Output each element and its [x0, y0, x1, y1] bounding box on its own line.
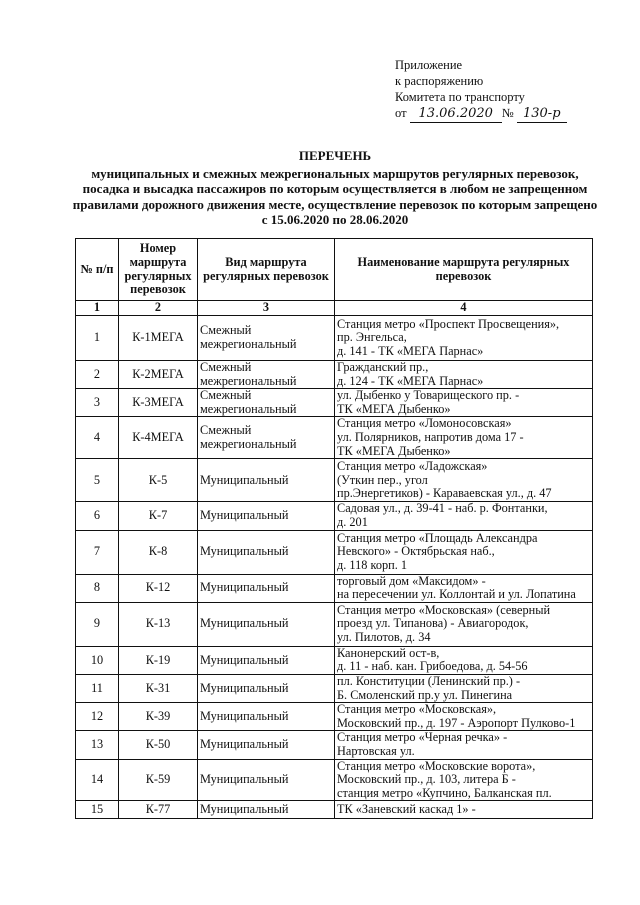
route-name-line: Гражданский пр., — [337, 360, 429, 374]
route-name — [335, 361, 593, 389]
route-name-line: д. 11 - наб. кан. Грибоедова, д. 54-56 — [337, 659, 528, 674]
table-row — [76, 389, 593, 417]
route-name — [335, 801, 593, 819]
route-name-line: на пересечении ул. Коллонтай и ул. Лопатина — [337, 587, 576, 602]
route-type: Муниципальный — [198, 801, 335, 819]
route-name-line: д. 118 корп. 1 — [337, 557, 407, 572]
table-row — [76, 459, 593, 502]
table-row — [76, 674, 593, 702]
route-number: К-39 — [119, 703, 198, 731]
row-index: 5 — [76, 459, 119, 502]
route-name-line: Станция метро «Ломоносовская» — [337, 416, 512, 431]
route-number: К-19 — [119, 646, 198, 674]
route-number: К-7 — [119, 502, 198, 530]
header-number: № п/п — [76, 239, 119, 301]
handwritten-number: 130-р — [522, 106, 561, 121]
route-name-line: Б. Смоленский пр.у ул. Пинегина — [337, 687, 513, 702]
handwritten-date: 13.06.2020 — [418, 106, 493, 121]
route-name-line: Московский пр., д. 197 - Аэропорт Пулково-1 — [337, 715, 576, 730]
row-index: 1 — [76, 316, 119, 361]
route-name — [335, 459, 593, 502]
table-row — [76, 502, 593, 530]
table-row — [76, 731, 593, 759]
route-name-line: д. 124 - ТК «МЕГА Парнас» — [337, 373, 484, 388]
appendix-from-label: от — [395, 106, 407, 120]
appendix-line-1: Приложение — [395, 58, 463, 72]
route-type: Муниципальный — [198, 502, 335, 530]
route-name — [335, 759, 593, 801]
header-route-type: Вид маршрута регулярных перевозок — [198, 239, 335, 301]
route-name-line: ул. Пилотов, д. 34 — [337, 630, 431, 645]
route-type: Смежный межрегиональный — [198, 389, 335, 417]
route-name — [335, 389, 593, 417]
column-number: 4 — [335, 301, 593, 316]
route-type: Смежный межрегиональный — [198, 417, 335, 459]
route-number: К-2МЕГА — [119, 361, 198, 389]
table-row — [76, 530, 593, 574]
route-name-line: пл. Конституции (Ленинский пр.) - — [337, 674, 521, 688]
route-name-line: Канонерский ост-в, — [337, 646, 440, 660]
column-number: 2 — [119, 301, 198, 316]
route-name-line: ул. Дыбенко у Товарищеского пр. - — [337, 388, 520, 403]
route-type: Муниципальный — [198, 459, 335, 502]
route-type: Муниципальный — [198, 602, 335, 646]
title-heading: ПЕРЕЧЕНЬ — [298, 148, 372, 163]
route-name-line: Садовая ул., д. 39-41 - наб. р. Фонтанки, — [337, 501, 548, 516]
table-header-row — [76, 239, 593, 301]
route-number: К-77 — [119, 801, 198, 819]
row-index: 8 — [76, 574, 119, 602]
row-index: 14 — [76, 759, 119, 801]
route-name-line: (Уткин пер., угол — [337, 472, 428, 487]
route-type: Смежный межрегиональный — [198, 316, 335, 361]
route-name-line: пр. Энгельса, — [337, 330, 407, 345]
column-number: 1 — [76, 301, 119, 316]
route-name-line: ул. Полярников, напротив дома 17 - — [337, 430, 524, 445]
route-number: К-1МЕГА — [119, 316, 198, 361]
route-number: К-13 — [119, 602, 198, 646]
row-index: 9 — [76, 602, 119, 646]
route-type: Муниципальный — [198, 574, 335, 602]
row-index: 3 — [76, 389, 119, 417]
route-type: Муниципальный — [198, 731, 335, 759]
column-number: 3 — [198, 301, 335, 316]
table-row — [76, 646, 593, 674]
number-sign: № — [501, 106, 514, 120]
table-row — [76, 574, 593, 602]
route-type: Муниципальный — [198, 530, 335, 574]
route-name — [335, 574, 593, 602]
handwritten-number-field — [517, 105, 567, 123]
row-index: 6 — [76, 502, 119, 530]
route-name-line: торговый дом «Максидом» - — [337, 574, 486, 588]
route-name — [335, 602, 593, 646]
row-index: 15 — [76, 801, 119, 819]
route-name — [335, 674, 593, 702]
table-row — [76, 417, 593, 459]
route-name — [335, 530, 593, 574]
table-row — [76, 703, 593, 731]
table-row — [76, 361, 593, 389]
route-type: Муниципальный — [198, 646, 335, 674]
route-number: К-5 — [119, 459, 198, 502]
route-name — [335, 731, 593, 759]
route-number: К-59 — [119, 759, 198, 801]
handwritten-date-field — [410, 105, 502, 123]
route-name-line: Нартовская ул. — [337, 743, 415, 758]
row-index: 13 — [76, 731, 119, 759]
row-index: 4 — [76, 417, 119, 459]
route-name-line: д. 201 — [337, 514, 368, 529]
row-index: 11 — [76, 674, 119, 702]
row-index: 7 — [76, 530, 119, 574]
row-index: 2 — [76, 361, 119, 389]
route-name — [335, 703, 593, 731]
route-name-line: Московский пр., д. 103, литера Б - — [337, 772, 516, 787]
table-body — [76, 316, 593, 819]
route-name-line: Станция метро «Черная речка» - — [337, 730, 508, 745]
table-row — [76, 316, 593, 361]
header-route-number: Номер маршрута регулярных перевозок — [119, 239, 198, 301]
route-name-line: Станция метро «Московская» (северный — [337, 602, 551, 617]
route-name-line: ТК «МЕГА Дыбенко» — [337, 443, 451, 458]
route-name-line: Невского» - Октябрьская наб., — [337, 544, 495, 559]
route-name-line: д. 141 - ТК «МЕГА Парнас» — [337, 343, 484, 358]
route-name-line: Станция метро «Московская», — [337, 702, 497, 717]
route-number: К-31 — [119, 674, 198, 702]
row-index: 12 — [76, 703, 119, 731]
header-route-name: Наименование маршрута регулярных перевозок — [335, 239, 593, 301]
table-row — [76, 602, 593, 646]
route-type: Муниципальный — [198, 703, 335, 731]
document-title — [70, 148, 600, 228]
route-name-line: Станция метро «Ладожская» — [337, 458, 488, 473]
route-number: К-8 — [119, 530, 198, 574]
route-number: К-50 — [119, 731, 198, 759]
table-row — [76, 759, 593, 801]
route-type: Муниципальный — [198, 674, 335, 702]
route-name — [335, 502, 593, 530]
route-name — [335, 417, 593, 459]
route-name-line: Станция метро «Московские ворота», — [337, 759, 536, 773]
route-name — [335, 646, 593, 674]
route-name-line: станция метро «Купчино, Балканская пл. — [337, 785, 552, 800]
table-row — [76, 801, 593, 819]
route-name-line: Станция метро «Площадь Александра — [337, 530, 538, 545]
route-number: К-4МЕГА — [119, 417, 198, 459]
route-name-line: проезд ул. Типанова) - Авиагородок, — [337, 616, 529, 631]
route-number: К-3МЕГА — [119, 389, 198, 417]
route-name-line: Станция метро «Проспект Просвещения», — [337, 316, 560, 331]
appendix-line-2: к распоряжению — [395, 74, 484, 88]
appendix-date-line — [395, 105, 567, 123]
route-number: К-12 — [119, 574, 198, 602]
title-body: муниципальных и смежных межрегиональных маршрутов регулярных перевозок, посадка и высадка пассажиров по которым осуществляется в любом не запрещенном правилами дорожного движения месте, осуществление перевозок по которым запрещено с 15.06.2020 по 28.06.2020 — [72, 165, 598, 227]
appendix-block — [395, 57, 567, 123]
route-name-line: пр.Энергетиков) - Караваевская ул., д. 47 — [337, 486, 552, 501]
route-type: Смежный межрегиональный — [198, 361, 335, 389]
route-type: Муниципальный — [198, 759, 335, 801]
route-name-line: ТК «Заневский каскад 1» - — [337, 801, 476, 816]
table-column-numbers-row — [76, 301, 593, 316]
row-index: 10 — [76, 646, 119, 674]
routes-table — [75, 238, 593, 819]
route-name-line: ТК «МЕГА Дыбенко» — [337, 401, 451, 416]
appendix-line-3: Комитета по транспорту — [395, 90, 525, 104]
route-name — [335, 316, 593, 361]
